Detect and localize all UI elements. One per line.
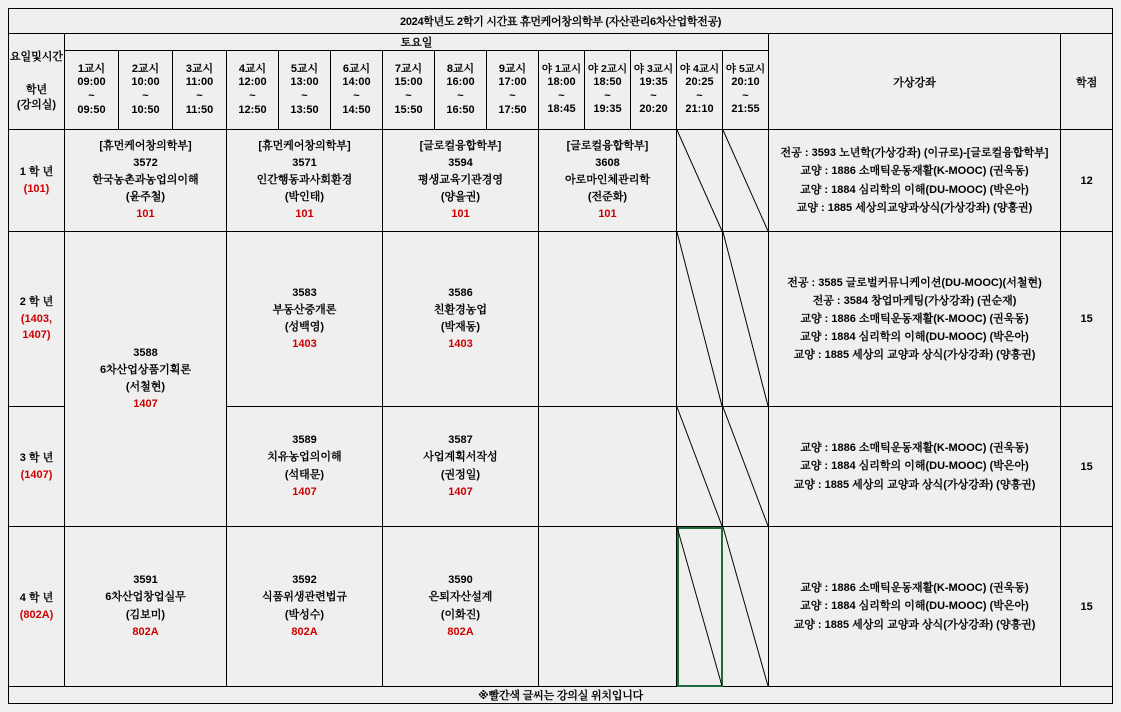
blocked-cell [723, 130, 769, 232]
course-cell[interactable] [227, 527, 383, 687]
virtual-course-line: 교양 : 1886 소매틱운동재활(K-MOOC) (권욱동) [800, 582, 1029, 595]
course-code: 3588 [133, 346, 158, 359]
period-start: 19:35 [639, 75, 668, 88]
empty-cell [539, 407, 677, 527]
course-cell[interactable] [65, 527, 227, 687]
period-start: 15:00 [394, 76, 423, 89]
tilde: ~ [196, 90, 203, 102]
course-room: 1403 [448, 338, 473, 351]
credit-cell-4: 15 [1061, 527, 1113, 687]
course-code: 3571 [292, 156, 317, 169]
period-end: 09:50 [77, 103, 106, 116]
virtual-course-line: 전공 : 3584 창업마케팅(가상강좌) (권순재) [812, 294, 1017, 307]
virtual-course-line: 교양 : 1885 세상의 교양과 상식(가상강좌) (양흥권) [793, 349, 1036, 362]
virtual-course-line: 전공 : 3585 글로벌커뮤니케이션(DU-MOOC)(서철현) [787, 276, 1042, 289]
grade-label: 1 학 년 [19, 166, 54, 178]
tilde: ~ [301, 90, 308, 102]
grade-label: 3 학 년 [19, 452, 54, 464]
period-name: 8교시 [446, 62, 475, 75]
period-start: 12:00 [238, 76, 267, 89]
period-name: 4교시 [238, 62, 267, 75]
course-code: 3590 [448, 574, 473, 587]
course-name: 치유농업의이해 [267, 451, 342, 464]
period-header-3 [173, 51, 227, 130]
period-start: 10:00 [131, 76, 160, 89]
period-end: 20:20 [639, 103, 668, 116]
course-name: 6차산업창업실무 [105, 591, 186, 604]
period-header-night-2 [585, 51, 631, 130]
course-dept: [글로컬융합학부] [419, 139, 502, 152]
corner-line1: 요일및시간 [9, 51, 64, 64]
course-code: 3594 [448, 156, 473, 169]
grade-cell-3 [9, 407, 65, 527]
course-cell[interactable] [383, 130, 539, 232]
period-name: 2교시 [131, 62, 160, 75]
grade-rooms: (101) [23, 182, 50, 195]
period-header-6 [331, 51, 383, 130]
period-name: 야 5교시 [725, 62, 766, 75]
course-name: 6차산업상품기획론 [99, 363, 192, 376]
tilde: ~ [509, 90, 516, 102]
period-start: 13:00 [290, 76, 319, 89]
blocked-cell [723, 527, 769, 687]
period-end: 21:10 [685, 103, 714, 116]
period-name: 야 4교시 [679, 62, 720, 75]
course-professor: (서철현) [125, 381, 166, 393]
course-cell[interactable] [227, 232, 383, 407]
course-code: 3592 [292, 574, 317, 587]
course-professor: (성백영) [284, 321, 325, 333]
course-room: 101 [295, 208, 314, 221]
period-name: 야 3교시 [633, 62, 674, 75]
course-name: 은퇴자산설계 [428, 591, 493, 604]
tilde: ~ [249, 90, 256, 102]
tilde: ~ [696, 89, 703, 102]
course-professor: (박성수) [284, 608, 325, 621]
course-professor: (박인태) [284, 191, 325, 204]
period-header-2 [119, 51, 173, 130]
period-start: 16:00 [446, 76, 475, 89]
footnote: ※빨간색 글씨는 강의실 위치입니다 [9, 687, 1113, 704]
table-row [9, 527, 1113, 687]
corner-line3: (강의실) [16, 98, 57, 111]
corner-line2: 학년 [25, 84, 48, 97]
course-code: 3572 [133, 156, 158, 169]
tilde: ~ [457, 90, 464, 102]
period-header-7 [383, 51, 435, 130]
course-code: 3591 [133, 574, 158, 587]
course-professor: (전준화) [587, 191, 628, 204]
virtual-course-line: 교양 : 1885 세상의 교양과 상식(가상강좌) (양흥권) [793, 618, 1036, 631]
course-room: 1407 [292, 485, 317, 498]
course-professor: (윤주철) [125, 191, 166, 204]
course-room: 101 [451, 208, 470, 221]
period-end: 12:50 [238, 103, 267, 116]
period-header-8 [435, 51, 487, 130]
note-row [9, 687, 1113, 704]
course-room: 802A [132, 625, 159, 638]
virtual-course-line: 교양 : 1886 소매틱운동재활(K-MOOC) (권욱동) [800, 442, 1029, 455]
course-professor: (김보미) [125, 608, 166, 621]
period-end: 11:50 [185, 103, 214, 116]
course-code: 3608 [595, 156, 620, 169]
grade-rooms: (1403, 1407) [20, 312, 53, 342]
tilde: ~ [142, 90, 149, 102]
period-header-1 [65, 51, 119, 130]
course-dept: [글로컬융합학부] [566, 139, 649, 152]
virtual-course-line: 교양 : 1886 소매틱운동재활(K-MOOC) (권욱동) [800, 312, 1029, 325]
period-end: 21:55 [731, 103, 760, 116]
period-end: 10:50 [131, 103, 160, 116]
tilde: ~ [604, 89, 611, 102]
header-row-day [9, 34, 1113, 51]
period-name: 야 2교시 [587, 62, 628, 75]
course-cell[interactable] [65, 232, 227, 527]
course-cell[interactable] [539, 130, 677, 232]
tilde: ~ [742, 89, 749, 102]
tilde: ~ [353, 90, 360, 102]
empty-cell [539, 232, 677, 407]
course-professor: (권정일) [440, 468, 481, 481]
period-start: 17:00 [498, 76, 527, 89]
course-code: 3589 [292, 434, 317, 447]
virtual-course-line: 교양 : 1886 소매틱운동재활(K-MOOC) (권욱동) [800, 165, 1029, 178]
empty-cell [539, 527, 677, 687]
course-code: 3583 [292, 286, 317, 299]
tilde: ~ [558, 89, 565, 102]
grade-cell-1 [9, 130, 65, 232]
virtual-courses-cell-1[interactable] [769, 130, 1061, 232]
period-start: 20:25 [685, 75, 714, 88]
period-name: 1교시 [77, 62, 106, 75]
period-end: 17:50 [498, 103, 527, 116]
course-cell[interactable] [383, 527, 539, 687]
virtual-course-line: 교양 : 1884 심리학의 이해(DU-MOOC) (박은아) [800, 600, 1029, 613]
virtual-courses-cell-3[interactable] [769, 407, 1061, 527]
course-room: 802A [447, 625, 474, 638]
period-header-night-1 [539, 51, 585, 130]
period-header-night-4 [677, 51, 723, 130]
period-name: 3교시 [185, 62, 214, 75]
period-end: 18:45 [547, 103, 576, 116]
course-cell[interactable] [383, 232, 539, 407]
course-cell[interactable] [383, 407, 539, 527]
period-header-5 [279, 51, 331, 130]
period-header-9 [487, 51, 539, 130]
blocked-cell [677, 232, 723, 407]
title-row [9, 9, 1113, 34]
tilde: ~ [88, 90, 95, 102]
day-header: 토요일 [65, 34, 769, 51]
tilde: ~ [650, 89, 657, 102]
virtual-course-line: 교양 : 1885 세상의교양과상식(가상강좌) (양흥권) [796, 201, 1033, 214]
period-header-night-5 [723, 51, 769, 130]
course-room: 101 [136, 208, 155, 221]
grade-rooms: (802A) [19, 608, 54, 621]
blocked-cell [677, 130, 723, 232]
table-row [9, 232, 1113, 407]
course-cell[interactable] [227, 130, 383, 232]
virtual-course-line: 교양 : 1884 심리학의 이해(DU-MOOC) (박은아) [800, 331, 1029, 344]
period-end: 16:50 [446, 103, 475, 116]
blocked-cell [677, 407, 723, 527]
period-start: 09:00 [77, 76, 106, 89]
course-name: 아로마인체관리학 [564, 173, 650, 186]
period-header-night-3 [631, 51, 677, 130]
period-name: 5교시 [290, 62, 319, 75]
period-end: 19:35 [593, 103, 622, 116]
blocked-cell [723, 407, 769, 527]
credit-header: 학점 [1061, 34, 1113, 130]
period-end: 15:50 [394, 103, 423, 116]
period-end: 13:50 [290, 103, 319, 116]
course-name: 평생교육기관경영 [417, 173, 503, 186]
grade-label: 4 학 년 [19, 592, 54, 604]
grade-label: 2 학 년 [19, 296, 54, 309]
tilde: ~ [405, 90, 412, 102]
course-professor: (이화진) [440, 608, 481, 621]
period-start: 14:00 [342, 76, 371, 89]
virtual-course-line: 전공 : 3593 노년학(가상강좌) (이규로)-[글로컬융합학부] [780, 147, 1049, 160]
period-start: 18:00 [547, 75, 576, 88]
virtual-course-line: 교양 : 1884 심리학의 이해(DU-MOOC) (박은아) [800, 460, 1029, 473]
course-professor: (석태문) [284, 468, 325, 481]
course-name: 인간행동과사회환경 [256, 173, 353, 186]
grade-cell-2 [9, 232, 65, 407]
course-name: 부동산중개론 [272, 303, 337, 316]
course-name: 사업계획서작성 [423, 451, 498, 464]
virtual-course-header: 가상강좌 [769, 34, 1061, 130]
period-name: 야 1교시 [541, 62, 582, 75]
virtual-course-line: 교양 : 1884 심리학의 이해(DU-MOOC) (박은아) [800, 183, 1029, 196]
course-room: 802A [291, 625, 318, 638]
virtual-courses-cell-2[interactable] [769, 232, 1061, 407]
course-professor: (양을권) [440, 191, 481, 204]
period-start: 18:50 [593, 75, 622, 88]
table-row [9, 130, 1113, 232]
course-name: 한국농촌과농업의이해 [92, 173, 199, 186]
virtual-courses-cell-4[interactable] [769, 527, 1061, 687]
course-room: 1403 [292, 338, 317, 351]
course-dept: [휴먼케어창의학부] [258, 139, 351, 152]
course-room: 1407 [448, 485, 473, 498]
page-title: 2024학년도 2학기 시간표 휴먼케어창의학부 (자산관리6차산업학전공) [9, 9, 1113, 34]
course-room: 101 [598, 208, 617, 221]
period-start: 20:10 [731, 75, 760, 88]
period-name: 9교시 [498, 62, 527, 75]
period-start: 11:00 [185, 76, 214, 89]
course-cell[interactable] [65, 130, 227, 232]
course-cell[interactable] [227, 407, 383, 527]
course-room: 1407 [133, 398, 158, 411]
credit-cell-2: 15 [1061, 232, 1113, 407]
corner-header [9, 34, 65, 130]
grade-rooms: (1407) [20, 468, 53, 481]
credit-cell-3: 15 [1061, 407, 1113, 527]
course-name: 식품위생관련법규 [261, 591, 347, 604]
course-code: 3586 [448, 286, 473, 299]
blocked-cell [723, 232, 769, 407]
grade-cell-4 [9, 527, 65, 687]
timetable [8, 8, 1113, 704]
period-end: 14:50 [342, 103, 371, 116]
period-name: 7교시 [394, 62, 423, 75]
selected-cell[interactable] [677, 527, 723, 687]
period-name: 6교시 [342, 62, 371, 75]
virtual-course-line: 교양 : 1885 세상의 교양과 상식(가상강좌) (양흥권) [793, 478, 1036, 491]
course-professor: (박재동) [440, 321, 481, 333]
credit-cell-1: 12 [1061, 130, 1113, 232]
period-header-4 [227, 51, 279, 130]
course-code: 3587 [448, 434, 473, 447]
course-dept: [휴먼케어창의학부] [99, 139, 192, 152]
course-name: 친환경농업 [433, 303, 488, 316]
